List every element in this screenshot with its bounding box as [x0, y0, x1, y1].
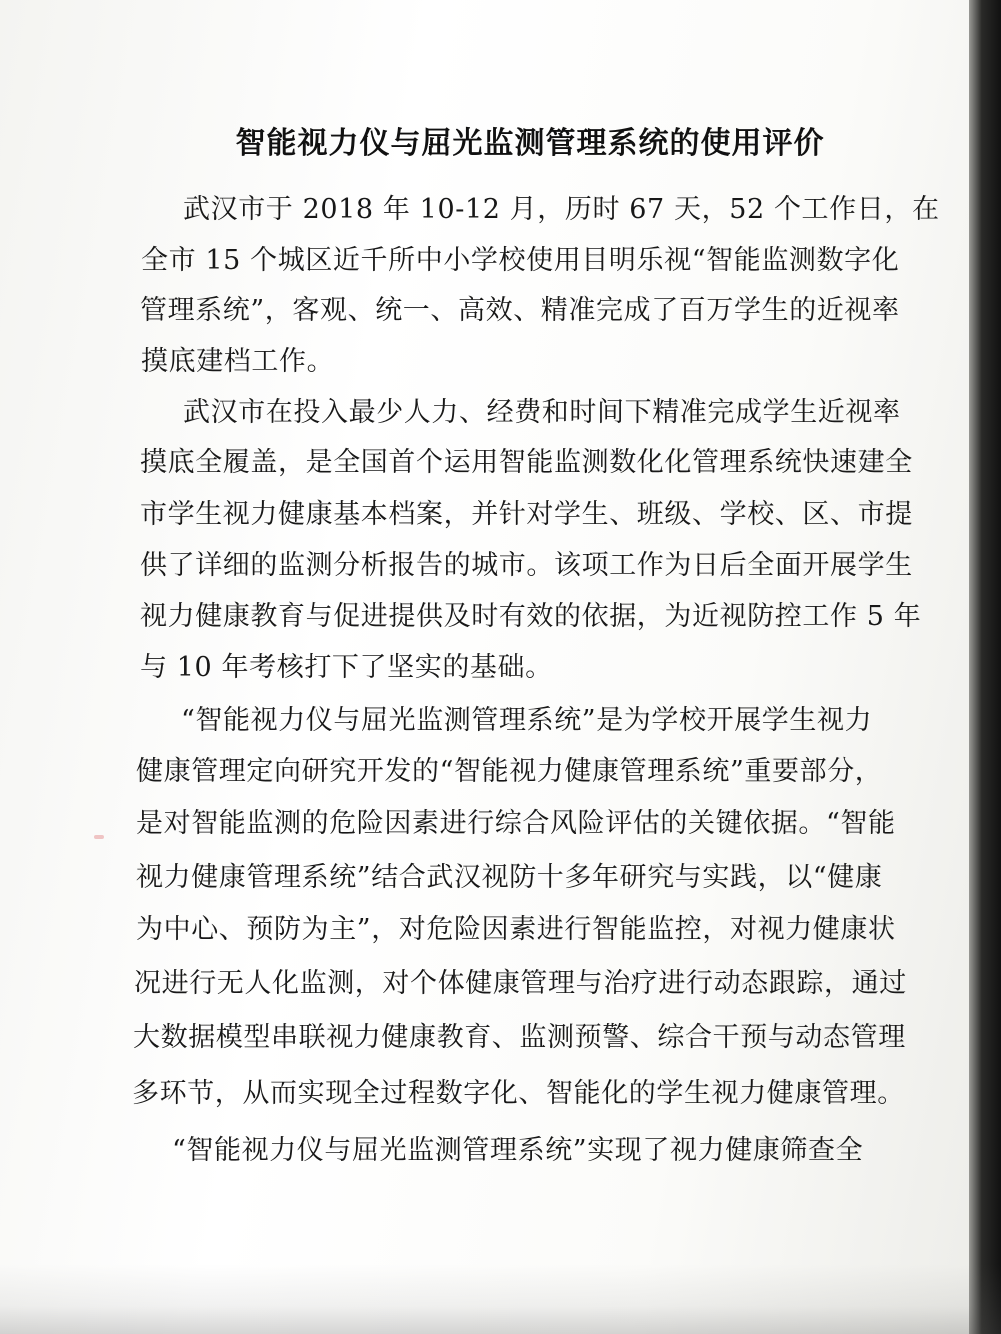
paragraph-line: 市学生视力健康基本档案，并针对学生、班级、学校、区、市提 — [140, 499, 913, 530]
paragraph-line: 武汉市在投入最少人力、经费和时间下精准完成学生近视率 — [183, 397, 901, 428]
paragraph-line: 大数据模型串联视力健康教育、监测预警、综合干预与动态管理 — [133, 1022, 906, 1053]
paragraph-line: 全市 15 个城区近千所中小学校使用目明乐视“智能监测数字化 — [141, 245, 900, 276]
paragraph-line: 视力健康教育与促进提供及时有效的依据，为近视防控工作 5 年 — [140, 601, 922, 632]
paragraph-line: 与 10 年考核打下了坚实的基础。 — [140, 652, 553, 683]
paragraph-line: “智能视力仪与屈光监测管理系统”是为学校开展学生视力 — [181, 705, 873, 736]
table-edge — [969, 0, 1001, 1334]
document-title: 智能视力仪与屈光监测管理系统的使用评价 — [235, 126, 825, 161]
page-shadow — [0, 1264, 1001, 1334]
paragraph-line: 摸底建档工作。 — [141, 346, 335, 377]
paragraph-line: 武汉市于 2018 年 10-12 月，历时 67 天，52 个工作日，在 — [183, 194, 940, 225]
paragraph-line: “智能视力仪与屈光监测管理系统”实现了视力健康筛查全 — [172, 1135, 864, 1166]
paragraph-line: 多环节，从而实现全过程数字化、智能化的学生视力健康管理。 — [132, 1078, 905, 1109]
ink-mark — [94, 835, 104, 839]
paragraph-line: 健康管理定向研究开发的“智能视力健康管理系统”重要部分， — [136, 756, 883, 787]
paragraph-line: 为中心、预防为主”，对危险因素进行智能监控，对视力健康状 — [136, 914, 896, 945]
paragraph-line: 视力健康管理系统”结合武汉视防十多年研究与实践，以“健康 — [136, 862, 883, 893]
paragraph-line: 是对智能监测的危险因素进行综合风险评估的关键依据。“智能 — [136, 808, 896, 839]
paragraph-line: 摸底全履盖，是全国首个运用智能监测数化化管理系统快速建全 — [140, 447, 913, 478]
paragraph-line: 供了详细的监测分析报告的城市。该项工作为日后全面开展学生 — [140, 550, 913, 581]
paragraph-line: 况进行无人化监测，对个体健康管理与治疗进行动态跟踪，通过 — [134, 968, 907, 999]
paragraph-line: 管理系统”，客观、统一、高效、精准完成了百万学生的近视率 — [140, 295, 900, 326]
